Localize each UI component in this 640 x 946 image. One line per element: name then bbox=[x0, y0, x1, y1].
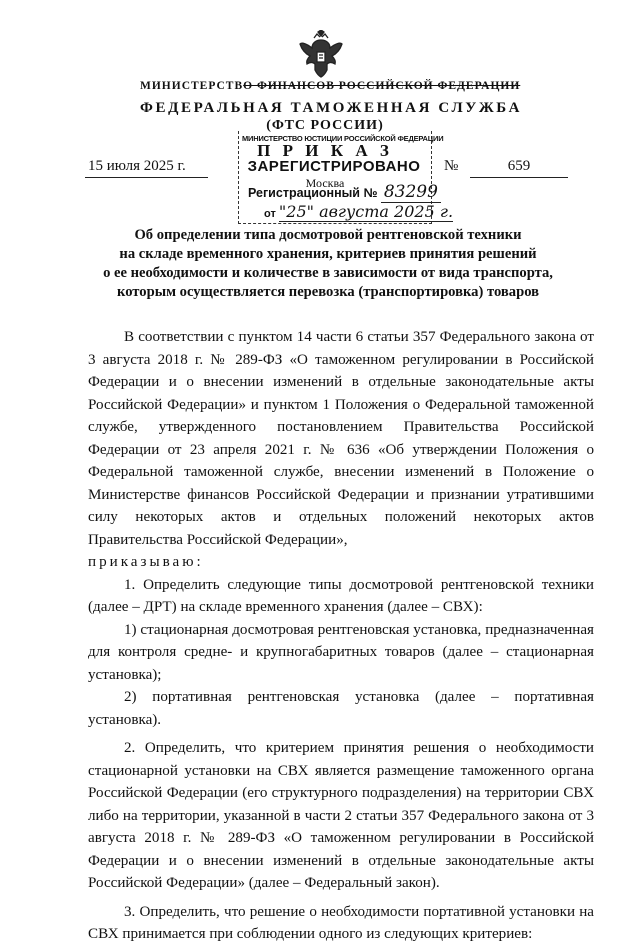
body-paragraph: 1) стационарная досмотровая рентгеновская установка, предназначенная для контроля средне- и крупногабаритных товаров (далее – стационарная установка); bbox=[88, 621, 594, 683]
number-underline bbox=[470, 177, 568, 178]
order-date: 15 июля 2025 г. bbox=[88, 158, 186, 174]
order-title bbox=[80, 226, 576, 302]
title-line: Об определении типа досмотровой рентгеновской техники bbox=[134, 227, 522, 243]
ministry-header-struck: О ФИНАНСОВ РОССИЙСКОЙ ФЕДЕРАЦИИ bbox=[243, 80, 521, 92]
state-emblem-icon bbox=[298, 30, 344, 78]
service-header: ФЕДЕРАЛЬНАЯ ТАМОЖЕННАЯ СЛУЖБА bbox=[140, 100, 523, 116]
ministry-header bbox=[140, 80, 521, 92]
stamp-registered: ЗАРЕГИСТРИРОВАНО bbox=[247, 158, 421, 175]
title-line: на складе временного хранения, критериев принятия решений bbox=[119, 246, 537, 262]
body-paragraph: 3. Определить, что решение о необходимости портативной установки на СВХ принимается при соблюдении одного из следующих критериев: bbox=[88, 903, 594, 942]
title-line: которым осуществляется перевозка (транспортировка) товаров bbox=[116, 284, 540, 300]
ministry-header-prefix: МИНИСТЕРСТВ bbox=[140, 80, 244, 92]
stamp-ministry: МИНИСТЕРСТВО ЮСТИЦИИ РОССИЙСКОЙ ФЕДЕРАЦИИ bbox=[242, 134, 444, 143]
date-underline bbox=[85, 177, 208, 178]
preamble-paragraph: В соответствии с пунктом 14 части 6 статьи 357 Федерального закона от 3 августа 2018 г. № 289-ФЗ «О таможенном регулировании в Российской Федерации и о внесении изменений в отдельные законодательные акты Российской Федерации» и пунктом 1 Положения о Федеральной таможенной службе, утвержденного постановлением Правительства Российской Федерации от 23 апреля 2021 г. № 636 «Об утверждении Положения о Федеральной таможенной службе, внесении изменений в Положение о Министерстве финансов Российской Федерации и признании утратившими силу некоторых актов и отдельных положений некоторых актов Правительства Российской Федерации», bbox=[88, 329, 594, 548]
document-type: П Р И К А З bbox=[257, 141, 393, 160]
body-paragraph: 2. Определить, что критерием принятия решения о необходимости стационарной установки на СВХ является размещение таможенного органа Российской Федерации (его структурного подразделения) на территории СВХ либо на территории, указанной в части 2 статьи 357 Федерального закона от 3 августа 2018 г. № 289-ФЗ «О таможенном регулировании в Российской Федерации и о внесении изменений в отдельные законодательные акты Российской Федерации» (далее – Федеральный закон). bbox=[88, 740, 594, 891]
stamp-date-value: "25" августа 2025 г. bbox=[278, 202, 454, 221]
title-line: о ее необходимости и количестве в зависимости от вида транспорта, bbox=[103, 265, 553, 281]
service-abbreviation: (ФТС РОССИИ) bbox=[266, 118, 384, 133]
number-sign: № bbox=[444, 158, 459, 174]
order-number: 659 bbox=[507, 158, 531, 174]
stamp-date-prefix: от bbox=[264, 208, 276, 220]
stamp-registration-date bbox=[264, 202, 453, 222]
order-body bbox=[88, 326, 594, 946]
stamp-reg-number-value: 83299 bbox=[381, 182, 441, 203]
body-paragraph: 1. Определить следующие типы досмотровой рентгеновской техники (далее – ДРТ) на складе временного хранения (далее – СВХ): bbox=[88, 576, 594, 615]
city: Москва bbox=[305, 176, 345, 190]
stamp-registration-number bbox=[248, 182, 441, 203]
stamp-reg-label: Регистрационный № bbox=[248, 186, 378, 200]
order-directive: приказываю: bbox=[88, 554, 204, 570]
body-paragraph: 2) портативная рентгеновская установка (далее – портативная установка). bbox=[88, 689, 594, 728]
